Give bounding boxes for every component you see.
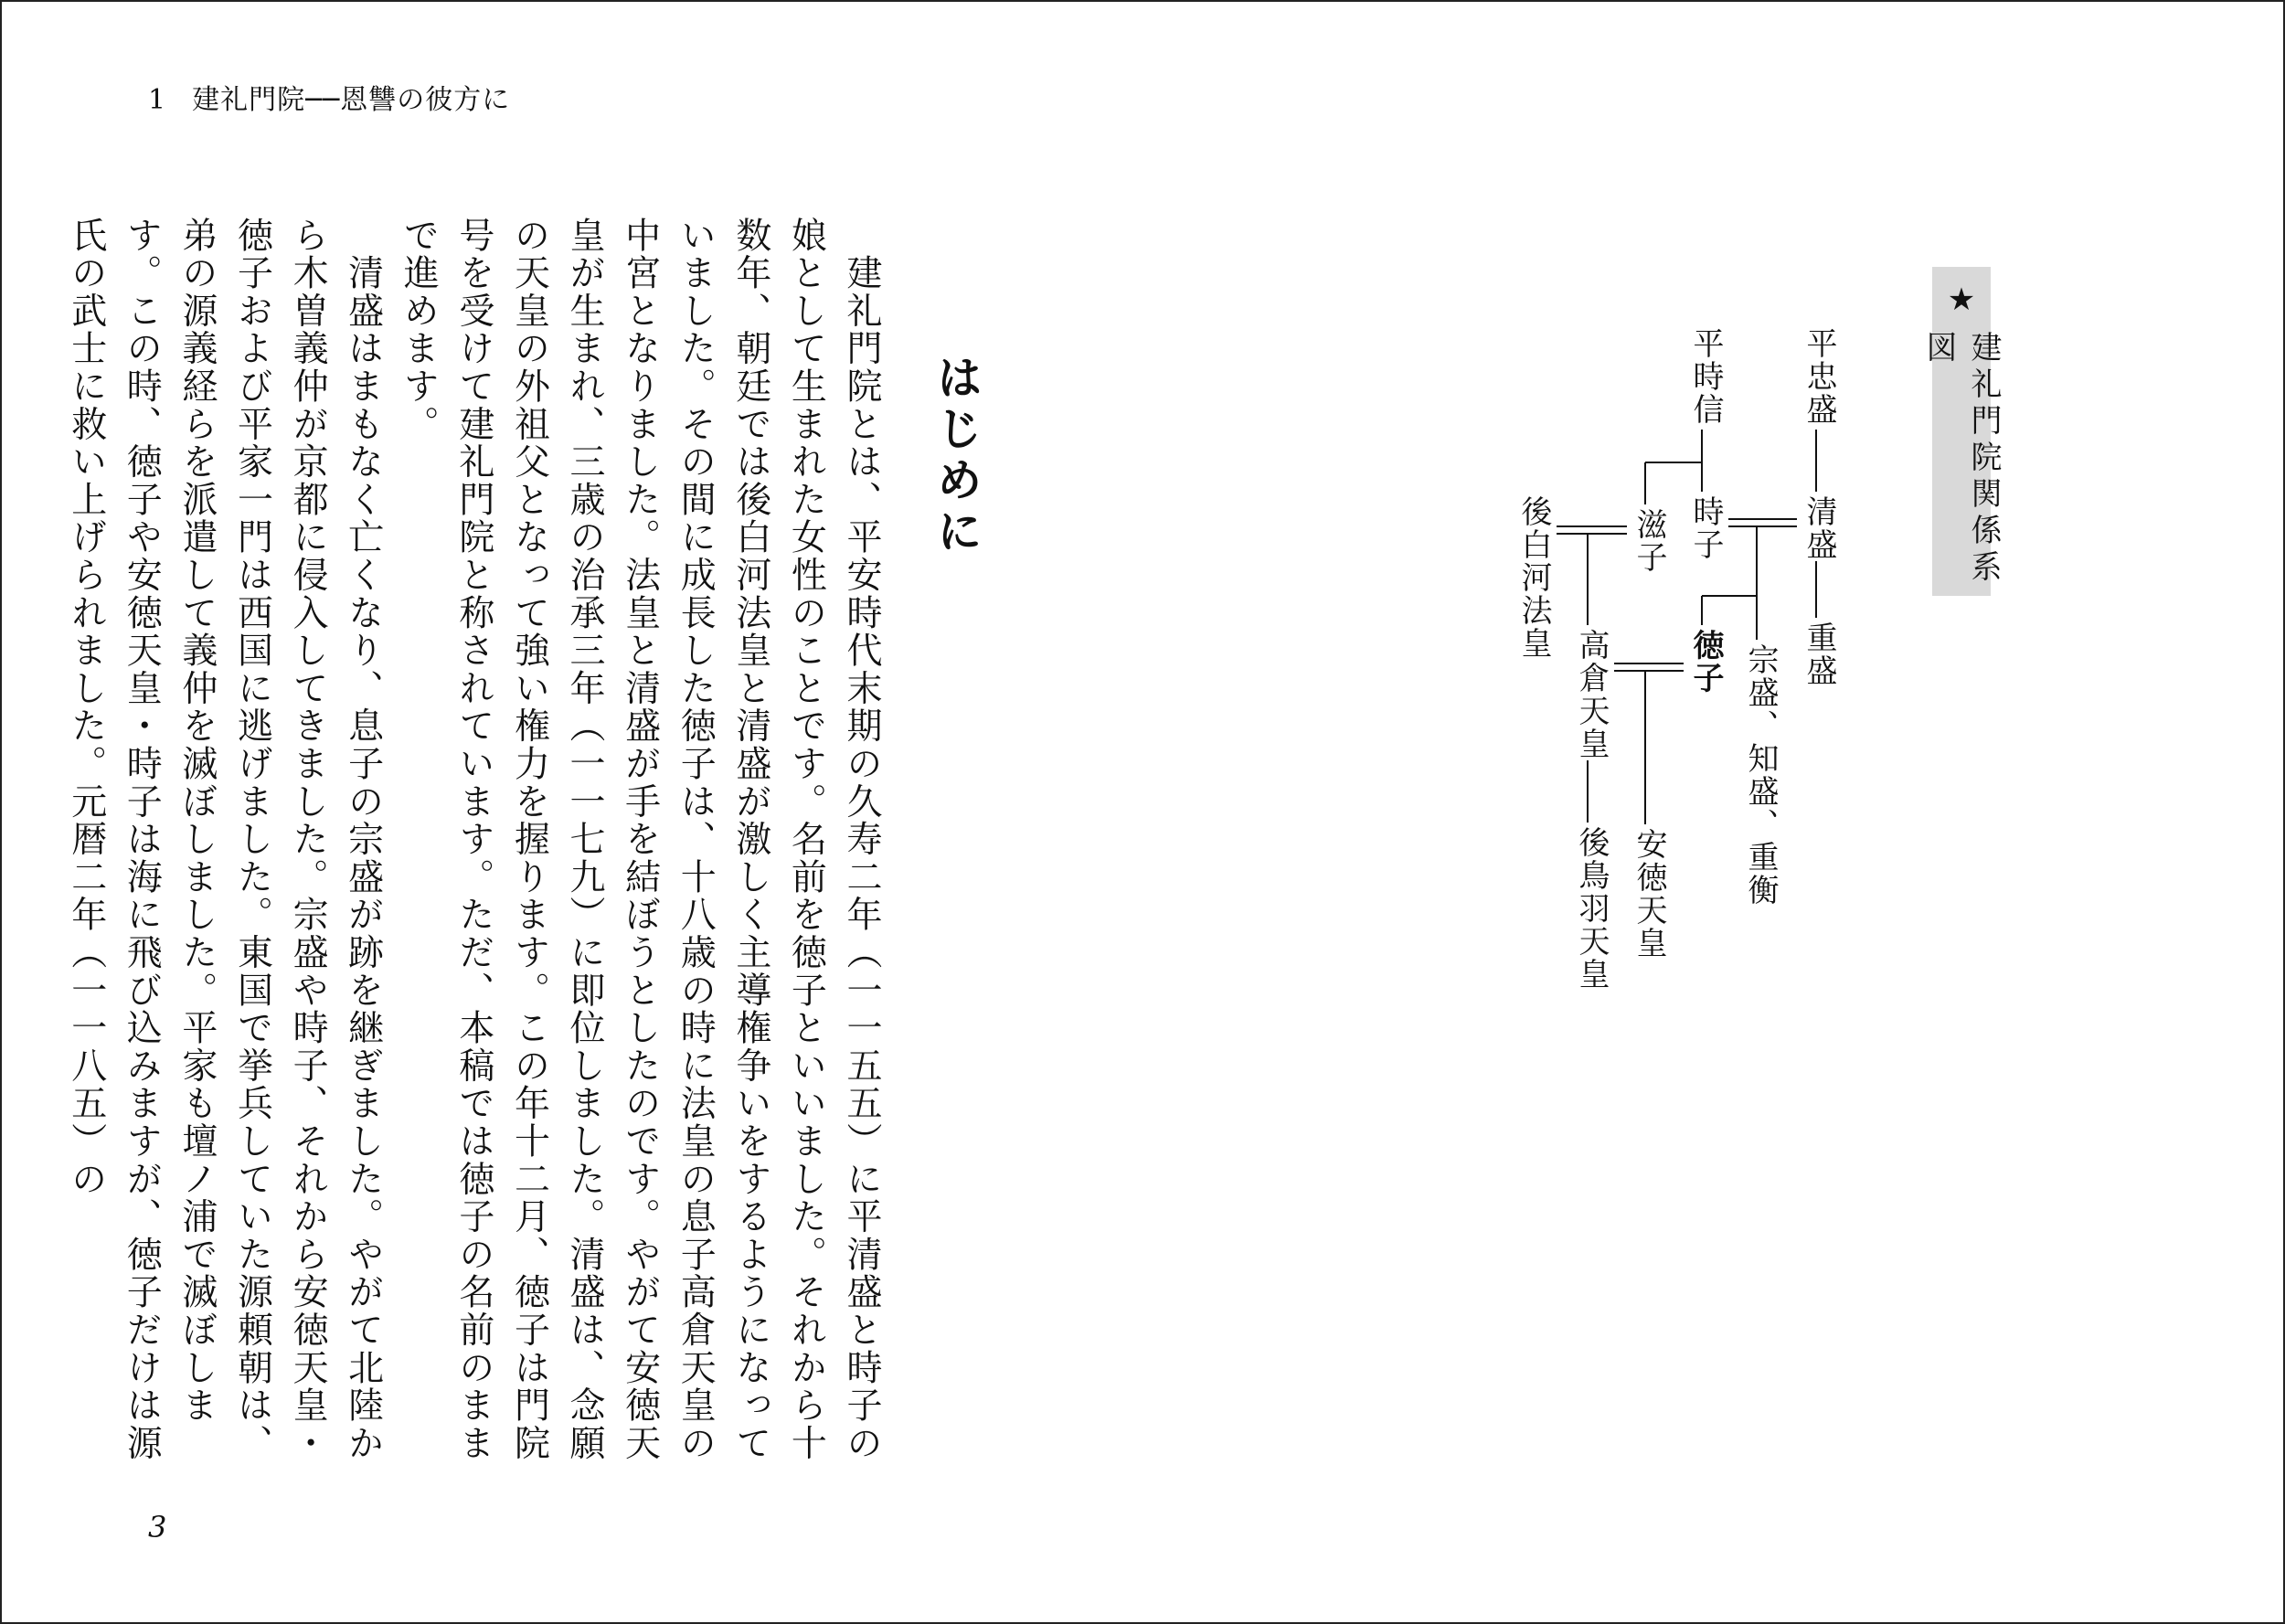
- name-takakura: 高倉天皇: [1569, 629, 1614, 760]
- section-heading: はじめに: [930, 354, 983, 558]
- name-kiyomori: 清盛: [1797, 495, 1842, 561]
- page-number: 3: [148, 1510, 167, 1544]
- running-head: [148, 77, 510, 117]
- star-icon: ★: [1943, 281, 1980, 318]
- name-tokinobu: 平時信: [1684, 327, 1728, 426]
- name-antoku: 安徳天皇: [1627, 828, 1672, 960]
- name-gotoba: 後鳥羽天皇: [1569, 826, 1614, 991]
- name-tadamori: 平忠盛: [1797, 327, 1842, 426]
- genealogy-label: [1920, 267, 2002, 596]
- name-tokuko: 徳子: [1684, 629, 1728, 695]
- genealogy-chart: [1483, 313, 1885, 1044]
- name-tokiko: 時子: [1684, 495, 1728, 561]
- name-sons: 宗盛、知盛、重衡: [1738, 643, 1783, 907]
- genealogy-label-text: 建礼門院関係系図: [1920, 331, 2002, 587]
- name-shigemori: 重盛: [1797, 621, 1842, 687]
- chapter-number: 1: [148, 84, 167, 116]
- name-shigeko: 滋子: [1627, 508, 1672, 574]
- chapter-title: 建礼門院──恩讐の彼方に: [192, 84, 511, 116]
- body-text: 建礼門院とは、平安時代末期の久寿二年（一一五五）に平清盛と時子の娘として生まれた女性のことです。名前を徳子といいました。それから十数年、朝廷では後白河法皇と清盛が激しく主導権争いをするようになっていました。その間に成長した徳子は、十八歳の時に法皇の息子高倉天皇の中宮となりました。法皇と清盛が手を結ぼうとしたのです。やがて安徳天皇が生まれ、三歳の治承三年（一一七九）に即位しました。清盛は、念願の天皇の外祖父となって強い権力を握ります。この年十二月、徳子は門院号を受けて建礼門院と称されています。ただ、本稿では徳子の名前のままで進めます。 清盛はまもなく亡くなり、息子の宗盛が跡を継ぎました。やがて北陸から木曽義仲が京都に侵入してきました。宗盛や時子、それから安徳天皇・徳子および平家一門は西国に逃げました。東国で挙兵していた源頼朝は、弟の源義経らを派遣して義仲を滅ぼしました。平家も壇ノ浦で滅ぼします。この時、徳子や安徳天皇・時子は海に飛び込みますが、徳子だけは源氏の武士に救い上げられました。元暦二年（一一八五）の: [65, 217, 882, 1462]
- name-goshirakawa: 後白河法皇: [1512, 495, 1557, 660]
